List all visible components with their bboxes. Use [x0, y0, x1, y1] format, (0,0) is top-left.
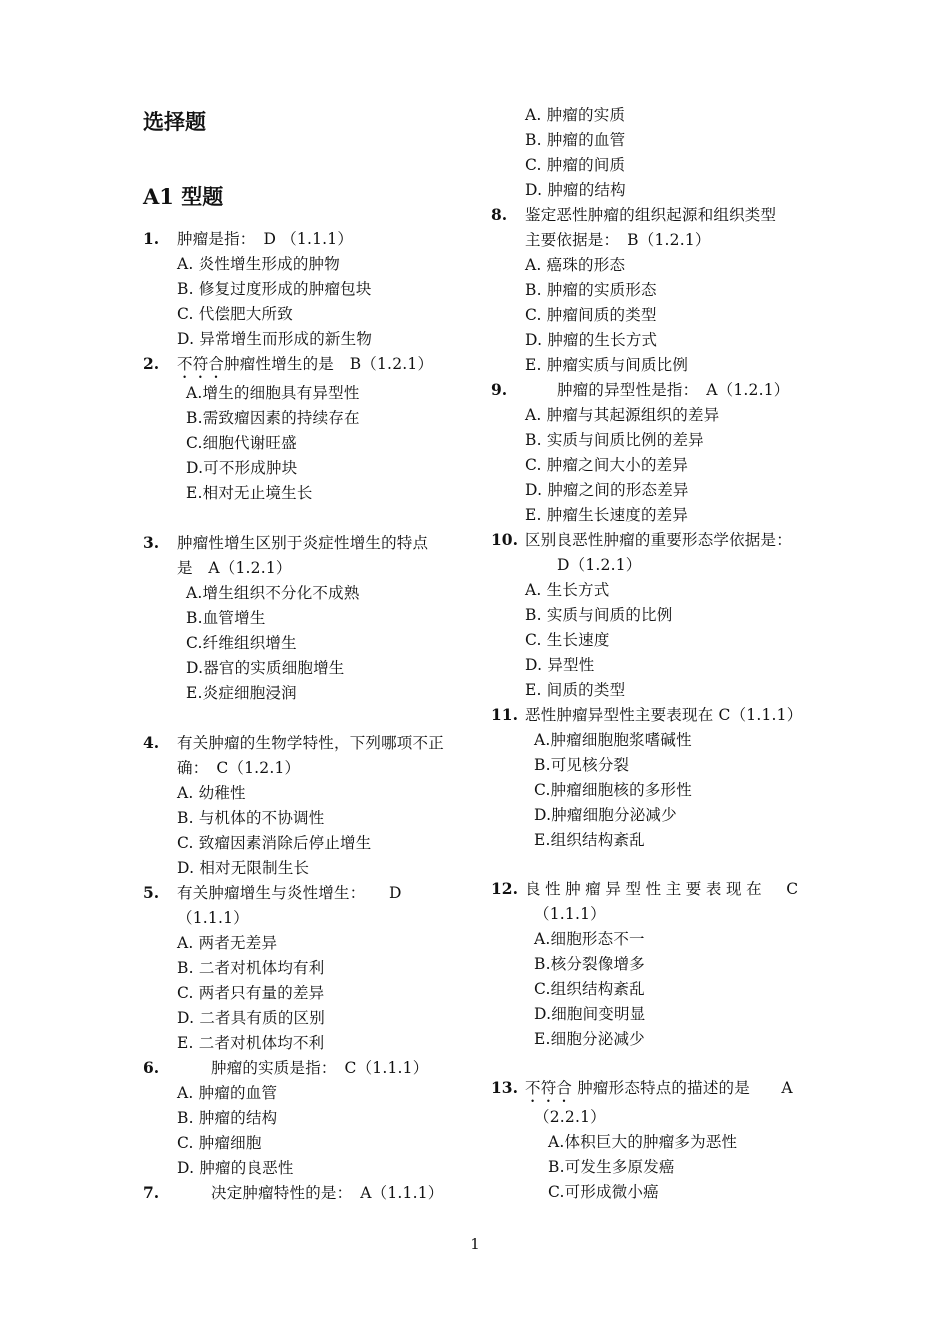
question-text	[177, 354, 433, 382]
text-line: B. 实质与间质比例的差异	[525, 431, 704, 449]
text-line: B. 肿瘤的实质形态	[525, 281, 657, 299]
question-text: 良性肿瘤异型性主要表现在 C	[525, 880, 803, 898]
text-line: D. 二者具有质的区别	[177, 1009, 325, 1027]
subsection-title: A1 型题	[143, 184, 224, 209]
text-line: B.核分裂像增多	[534, 955, 645, 973]
text-line: A.增生的细胞具有异型性	[186, 384, 360, 402]
text-line: E.相对无止境生长	[186, 484, 313, 502]
text-line: 区别良恶性肿瘤的重要形态学依据是：	[525, 531, 792, 549]
text-line: E. 肿瘤生长速度的差异	[525, 506, 689, 524]
text-line: D.器官的实质细胞增生	[186, 659, 345, 677]
text-line: 主要依据是： B（1.2.1）	[525, 231, 711, 249]
text-line: （2.2.1）	[534, 1108, 606, 1126]
emphasized-text: 不符合	[177, 355, 225, 373]
text-line: C. 两者只有量的差异	[177, 984, 325, 1002]
text-line: C.组织结构紊乱	[534, 980, 645, 998]
text-line: E. 间质的类型	[525, 681, 626, 699]
text-line: 确： C（1.2.1）	[177, 759, 301, 777]
text-line: A. 生长方式	[525, 581, 610, 599]
text-line: D. 异常增生而形成的新生物	[177, 330, 373, 348]
text-line: 有关肿瘤的生物学特性，下列哪项不正	[177, 734, 444, 752]
question-number: 11.	[491, 705, 518, 724]
text-line: D. 异型性	[525, 656, 595, 674]
text-line: C.可形成微小癌	[548, 1183, 659, 1201]
page-number: 1	[470, 1235, 480, 1253]
section-title: 选择题	[143, 109, 206, 134]
question-number: 12.	[491, 879, 518, 898]
text-line: D.细胞间变明显	[534, 1005, 646, 1023]
text-line: D. 肿瘤的良恶性	[177, 1159, 294, 1177]
text-line: B. 肿瘤的血管	[525, 131, 626, 149]
text-line: C.细胞代谢旺盛	[186, 434, 297, 452]
text-line: C. 肿瘤间质的类型	[525, 306, 657, 324]
text-line: 是 A（1.2.1）	[177, 559, 292, 577]
text-line: B. 二者对机体均有利	[177, 959, 325, 977]
text-line: A. 肿瘤的血管	[177, 1084, 278, 1102]
text-line: D. 肿瘤之间的形态差异	[525, 481, 689, 499]
text-line: C. 肿瘤之间大小的差异	[525, 456, 689, 474]
text-line: E.炎症细胞浸润	[186, 684, 297, 702]
text-line: A. 炎性增生形成的肿物	[177, 255, 340, 273]
text-line: C.纤维组织增生	[186, 634, 297, 652]
text-line: B. 实质与间质的比例	[525, 606, 673, 624]
emphasized-text: 不符合	[525, 1079, 573, 1097]
text-line: 肿瘤的实质是指： C（1.1.1）	[211, 1059, 429, 1077]
text-line: A.增生组织不分化不成熟	[186, 584, 360, 602]
text-line: E. 二者对机体均不利	[177, 1034, 325, 1052]
text-line: E. 肿瘤实质与间质比例	[525, 356, 689, 374]
text-line: D. 肿瘤的结构	[525, 181, 626, 199]
question-number: 10.	[491, 530, 518, 549]
text-line: C. 致瘤因素消除后停止增生	[177, 834, 372, 852]
question-number: 3.	[143, 533, 160, 552]
text-line: D.肿瘤细胞分泌减少	[534, 806, 677, 824]
text-line: 恶性肿瘤异型性主要表现在 C（1.1.1）	[525, 706, 803, 724]
question-number: 2.	[143, 354, 160, 373]
text-line: A.体积巨大的肿瘤多为恶性	[548, 1133, 738, 1151]
text-line: A. 肿瘤的实质	[525, 106, 626, 124]
text-line: 肿瘤的异型性是指： A（1.2.1）	[557, 381, 790, 399]
text-line: D. 相对无限制生长	[177, 859, 310, 877]
text-line: D（1.2.1）	[557, 556, 642, 574]
text-line: A. 癌珠的形态	[525, 256, 626, 274]
text-line: B. 修复过度形成的肿瘤包块	[177, 280, 372, 298]
question-text-rest: 肿瘤形态特点的描述的是 A	[572, 1079, 793, 1097]
text-line: C. 肿瘤细胞	[177, 1134, 262, 1152]
text-line: （1.1.1）	[534, 905, 606, 923]
text-line: A.肿瘤细胞胞浆嗜碱性	[534, 731, 692, 749]
question-text-rest: 肿瘤性增生的是 B（1.2.1）	[224, 355, 434, 373]
text-line: B. 肿瘤的结构	[177, 1109, 278, 1127]
text-line: A.细胞形态不一	[534, 930, 645, 948]
question-number: 4.	[143, 733, 160, 752]
text-line: E.细胞分泌减少	[534, 1030, 645, 1048]
question-number: 6.	[143, 1058, 160, 1077]
question-number: 1.	[143, 229, 160, 248]
text-line: C. 肿瘤的间质	[525, 156, 626, 174]
text-line: C.肿瘤细胞核的多形性	[534, 781, 692, 799]
question-number: 8.	[491, 205, 508, 224]
text-line: C. 代偿肥大所致	[177, 305, 293, 323]
text-line: B.需致瘤因素的持续存在	[186, 409, 360, 427]
question-number: 9.	[491, 380, 508, 399]
text-line: A. 肿瘤与其起源组织的差异	[525, 406, 720, 424]
text-line: B.可见核分裂	[534, 756, 630, 774]
text-line: 肿瘤是指： D （1.1.1）	[177, 230, 354, 248]
text-line: E.组织结构紊乱	[534, 831, 645, 849]
text-line: （1.1.1）	[177, 909, 249, 927]
question-number: 13.	[491, 1078, 518, 1097]
question-text	[525, 1078, 793, 1106]
question-number: 5.	[143, 883, 160, 902]
text-line: B. 与机体的不协调性	[177, 809, 325, 827]
text-line: D.可不形成肿块	[186, 459, 298, 477]
text-line: B.血管增生	[186, 609, 266, 627]
text-line: 决定肿瘤特性的是： A（1.1.1）	[211, 1184, 444, 1202]
text-line: 肿瘤性增生区别于炎症性增生的特点	[177, 534, 429, 552]
text-line: A. 幼稚性	[177, 784, 246, 802]
text-line: D. 肿瘤的生长方式	[525, 331, 658, 349]
text-line: 有关肿瘤增生与炎性增生： D	[177, 884, 402, 902]
text-line: 鉴定恶性肿瘤的组织起源和组织类型	[525, 206, 777, 224]
text-line: C. 生长速度	[525, 631, 610, 649]
question-number: 7.	[143, 1183, 160, 1202]
text-line: B.可发生多原发癌	[548, 1158, 675, 1176]
text-line: A. 两者无差异	[177, 934, 278, 952]
